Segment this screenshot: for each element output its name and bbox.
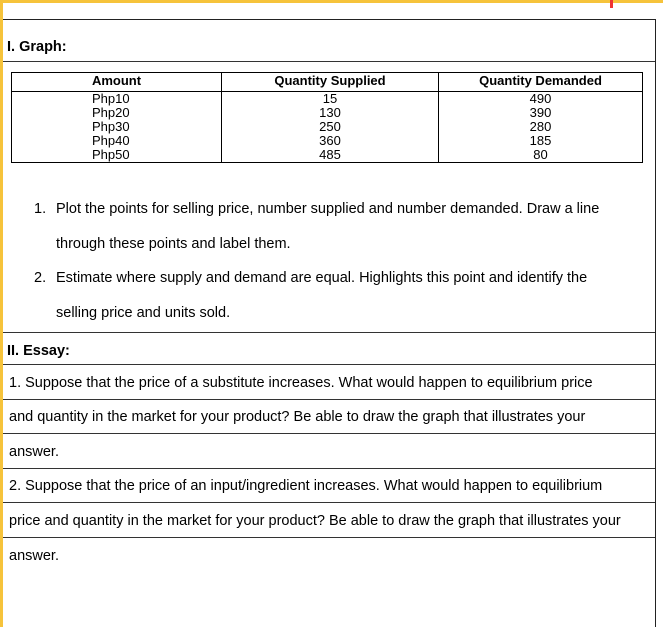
essay-heading: II. Essay:: [7, 343, 70, 359]
cell-quantity-supplied: 485: [222, 148, 439, 163]
divider: [3, 61, 655, 62]
page-top-border: [3, 0, 663, 3]
cell-quantity-demanded: 185: [439, 134, 643, 148]
cell-quantity-demanded: 280: [439, 120, 643, 134]
essay-question-1-line: and quantity in the market for your product? Be able to draw the graph that illustrates your: [9, 409, 586, 425]
table-row: [12, 134, 643, 148]
instruction-line: Estimate where supply and demand are equal. Highlights this point and identify the: [56, 270, 588, 286]
instruction-line: through these points and label them.: [56, 236, 291, 252]
divider: [3, 332, 655, 333]
col-header-quantity-demanded: Quantity Demanded: [439, 73, 643, 92]
divider: [3, 502, 655, 503]
divider: [3, 399, 655, 400]
col-header-quantity-supplied: Quantity Supplied: [222, 73, 439, 92]
right-rule: [655, 19, 656, 627]
table-row: [12, 92, 643, 107]
cell-amount: Php40: [12, 134, 222, 148]
essay-question-1-line: 1. Suppose that the price of a substitute increases. What would happen to equilibrium price: [9, 375, 593, 391]
divider: [3, 468, 655, 469]
instruction-number: 2.: [34, 270, 47, 286]
cell-quantity-supplied: 360: [222, 134, 439, 148]
divider: [3, 537, 655, 538]
table-row: [12, 148, 643, 163]
cell-amount: Php50: [12, 148, 222, 163]
cell-quantity-supplied: 15: [222, 92, 439, 107]
instruction-line: Plot the points for selling price, number supplied and number demanded. Draw a line: [56, 201, 600, 217]
table-row: [12, 106, 643, 120]
cell-quantity-supplied: 250: [222, 120, 439, 134]
page-top-accent: [610, 0, 613, 8]
page-left-border: [0, 0, 3, 627]
header-rule: [3, 19, 655, 20]
essay-question-2-line: answer.: [9, 548, 59, 564]
col-header-amount: Amount: [12, 73, 222, 92]
cell-quantity-demanded: 390: [439, 106, 643, 120]
cell-amount: Php20: [12, 106, 222, 120]
table-header-row: [12, 73, 643, 92]
cell-quantity-supplied: 130: [222, 106, 439, 120]
essay-question-2-line: 2. Suppose that the price of an input/ingredient increases. What would happen to equilibrium: [9, 478, 603, 494]
cell-amount: Php10: [12, 92, 222, 107]
divider: [3, 364, 655, 365]
supply-demand-table: [11, 72, 643, 163]
cell-amount: Php30: [12, 120, 222, 134]
table-row: [12, 120, 643, 134]
divider: [3, 433, 655, 434]
graph-heading: I. Graph:: [7, 39, 67, 55]
cell-quantity-demanded: 490: [439, 92, 643, 107]
cell-quantity-demanded: 80: [439, 148, 643, 163]
essay-question-2-line: price and quantity in the market for your product? Be able to draw the graph that illustrates your: [9, 513, 621, 529]
essay-question-1-line: answer.: [9, 444, 59, 460]
instruction-line: selling price and units sold.: [56, 305, 231, 321]
instruction-number: 1.: [34, 201, 47, 217]
